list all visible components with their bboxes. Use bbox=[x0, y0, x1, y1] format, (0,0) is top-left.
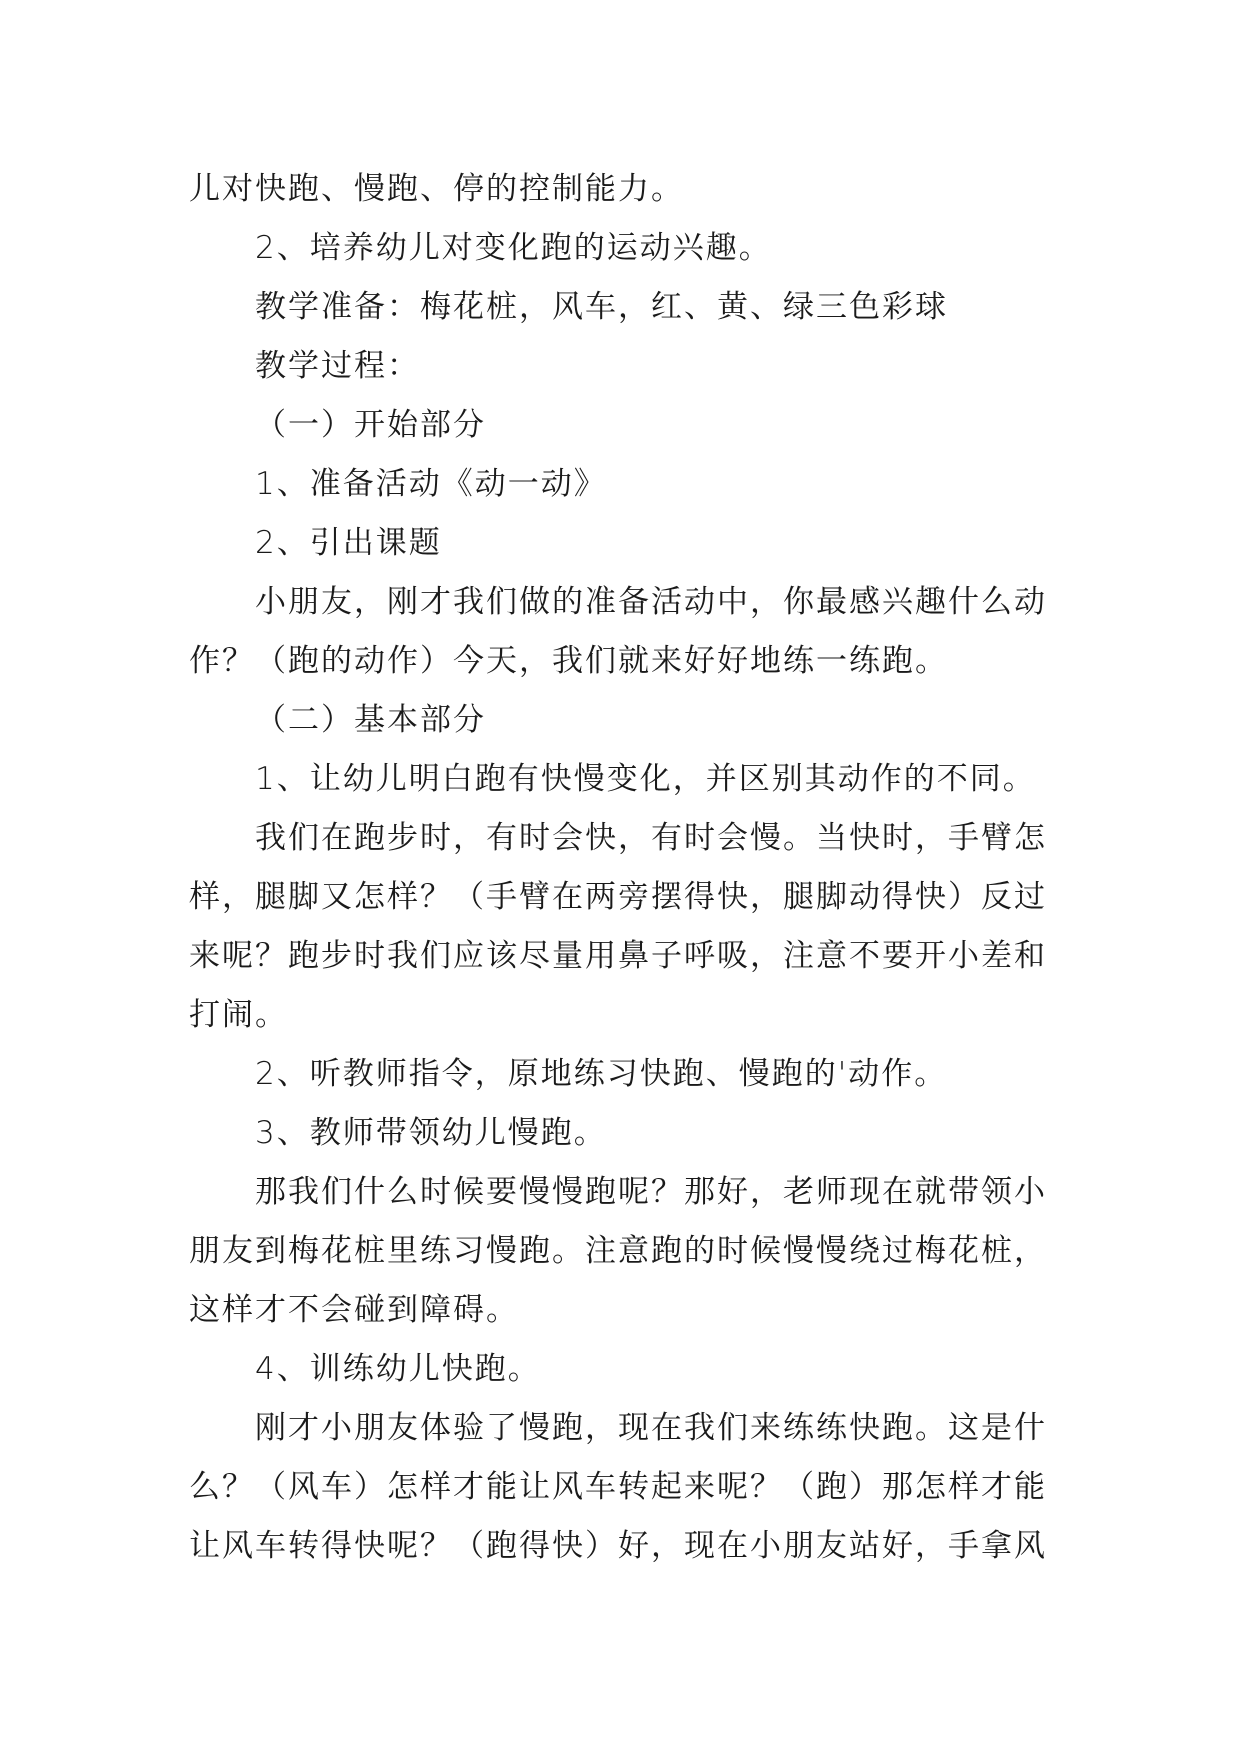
paragraph-line: 刚才小朋友体验了慢跑，现在我们来练练快跑。这是什 bbox=[255, 1410, 1047, 1446]
document-body bbox=[189, 160, 1069, 1576]
paragraph-line: 我们在跑步时，有时会快，有时会慢。当快时，手臂怎 bbox=[255, 820, 1047, 856]
section-heading: （一）开始部分 bbox=[255, 407, 486, 443]
paragraph-line: 1、准备活动《动一动》 bbox=[255, 466, 607, 502]
paragraph-line: 样，腿脚又怎样？（手臂在两旁摆得快，腿脚动得快）反过 bbox=[189, 879, 1047, 915]
paragraph-line: 来呢？跑步时我们应该尽量用鼻子呼吸，注意不要开小差和 bbox=[189, 938, 1047, 974]
paragraph-line: 那我们什么时候要慢慢跑呢？那好，老师现在就带领小 bbox=[255, 1174, 1047, 1210]
section-heading: （二）基本部分 bbox=[255, 702, 486, 738]
paragraph-line: 3、教师带领幼儿慢跑。 bbox=[255, 1115, 607, 1151]
paragraph-line: 2、听教师指令，原地练习快跑、慢跑的'动作。 bbox=[255, 1056, 948, 1092]
paragraph-line: 教学过程： bbox=[255, 348, 420, 384]
paragraph-line: 么？（风车）怎样才能让风车转起来呢？（跑）那怎样才能 bbox=[189, 1469, 1047, 1505]
paragraph-line: 小朋友，刚才我们做的准备活动中，你最感兴趣什么动 bbox=[255, 584, 1047, 620]
paragraph-line: 教学准备：梅花桩，风车，红、黄、绿三色彩球 bbox=[255, 289, 948, 325]
paragraph-line: 作？（跑的动作）今天，我们就来好好地练一练跑。 bbox=[189, 643, 948, 679]
paragraph-line: 朋友到梅花桩里练习慢跑。注意跑的时候慢慢绕过梅花桩， bbox=[189, 1233, 1047, 1269]
paragraph-line: 让风车转得快呢？（跑得快）好，现在小朋友站好，手拿风 bbox=[189, 1528, 1047, 1564]
paragraph-line: 1、让幼儿明白跑有快慢变化，并区别其动作的不同。 bbox=[255, 761, 1036, 797]
paragraph-line: 2、培养幼儿对变化跑的运动兴趣。 bbox=[255, 230, 772, 266]
paragraph-line: 这样才不会碰到障碍。 bbox=[189, 1292, 519, 1328]
paragraph-line: 2、引出课题 bbox=[255, 525, 442, 561]
paragraph-line: 4、训练幼儿快跑。 bbox=[255, 1351, 541, 1387]
paragraph-line: 儿对快跑、慢跑、停的控制能力。 bbox=[189, 171, 684, 207]
paragraph-line: 打闹。 bbox=[189, 997, 288, 1033]
